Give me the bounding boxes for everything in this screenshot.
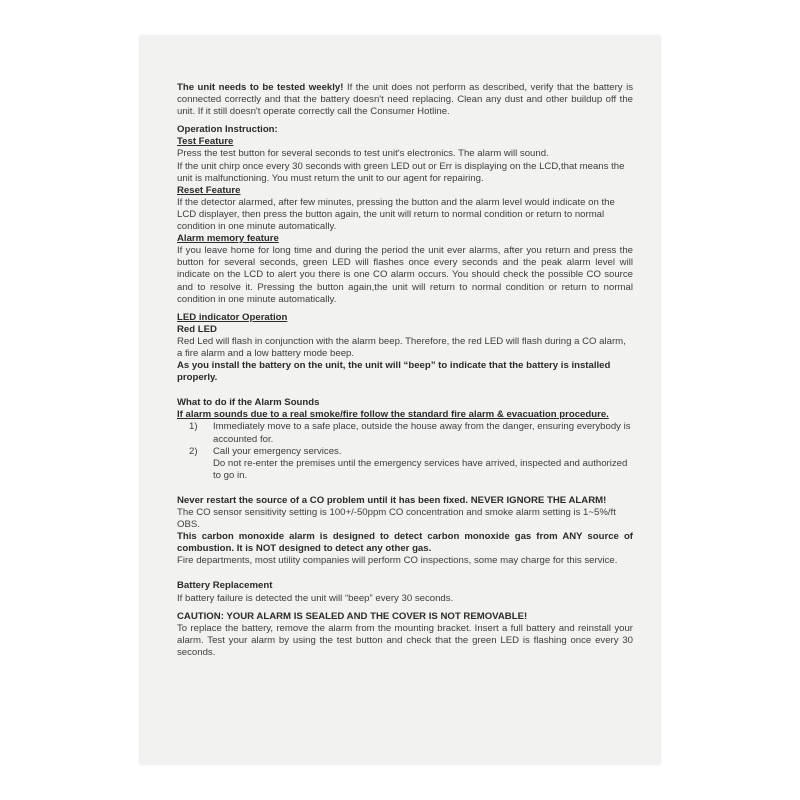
- step-number: 1): [189, 421, 198, 433]
- co-warning: Never restart the source of a CO problem until it has been fixed. NEVER IGNORE THE ALARM!: [177, 494, 607, 506]
- reset-feature-p1: If the detector alarmed, after few minutes, pressing the button and the alarm level would indicate on the LCD displayer, then press the button again, the unit will return to normal condition or return to normal condition in one minute automatically.: [177, 196, 615, 233]
- co-design-note: This carbon monoxide alarm is designed to detect carbon monoxide gas from ANY source of combustion. It is NOT designed to detect any other gas.: [177, 531, 633, 555]
- test-feature-p2: If the unit chirp once every 30 seconds with green LED out or Err is displaying on the LCD,that means the unit is malfunctioning. You must return the unit to our agent for repairing.: [177, 160, 625, 184]
- step-text: Immediately move to a safe place, outside the house away from the danger, ensuring everybody is accounted for.: [213, 421, 631, 445]
- memory-feature-p1: If you leave home for long time and during the period the unit ever alarms, after you return and press the button for several seconds, green LED will flashes once every seconds and the peak alarm level will indicate on the LCD to alert you there is one CO alarm occurs. You should check the possible CO source and to resolve it. Pressing the button again,the unit will return to normal condition or return to normal condition in one minute automatically.: [177, 245, 633, 305]
- co-inspection: Fire departments, most utility companies will perform CO inspections, some may charge for this service.: [177, 555, 618, 567]
- red-led-title: Red LED: [177, 323, 217, 335]
- reset-feature-title: Reset Feature: [177, 184, 241, 196]
- memory-feature-title: Alarm memory feature: [177, 233, 279, 245]
- battery-p2: To replace the battery, remove the alarm from the mounting bracket. Insert a full battery and reinstall your alarm. Test your alarm by using the test button and check that the green LED is flashing once every 30 seconds.: [177, 622, 633, 658]
- led-heading: LED indicator Operation: [177, 311, 288, 323]
- co-sensitivity: The CO sensor sensitivity setting is 100+/-50ppm CO concentration and smoke alarm setting is 1~5%/ft OBS.: [177, 507, 616, 531]
- intro-paragraph: [177, 82, 633, 118]
- intro-lead: The unit needs to be tested weekly!: [177, 82, 344, 93]
- battery-caution: CAUTION: YOUR ALARM IS SEALED AND THE COVER IS NOT REMOVABLE!: [177, 610, 528, 622]
- alarm-step-2: [177, 446, 633, 458]
- instruction-sheet: [140, 36, 660, 764]
- test-feature-p1: Press the test button for several seconds to test unit's electronics. The alarm will sound.: [177, 148, 549, 160]
- step-text: Call your emergency services.: [213, 445, 342, 457]
- step-number: 2): [189, 445, 198, 457]
- operation-heading: Operation Instruction:: [177, 124, 278, 136]
- battery-heading: Battery Replacement: [177, 580, 273, 592]
- test-feature-title: Test Feature: [177, 136, 234, 148]
- instruction-text: [177, 82, 633, 659]
- alarm-step-1: [177, 421, 633, 445]
- alarm-subheading: If alarm sounds due to a real smoke/fire follow the standard fire alarm & evacuation procedure.: [177, 409, 609, 421]
- red-led-text: Red Led will flash in conjunction with the alarm beep. Therefore, the red LED will flash during a CO alarm, a fire alarm and a low battery mode beep.: [177, 335, 626, 359]
- intro-text: If the unit does not perform as described, verify that the battery is connected correctly and that the battery doesn't need replacing. Clean any dust and other buildup off the unit. If it still doesn't operate correctly call the Consumer Hotline.: [177, 82, 633, 118]
- battery-p1: If battery failure is detected the unit will “beep” every 30 seconds.: [177, 592, 454, 604]
- alarm-step-2-extra: Do not re-enter the premises until the emergency services have arrived, inspected and authorized to go in.: [213, 457, 628, 481]
- install-note: As you install the battery on the unit, the unit will “beep” to indicate that the battery is installed properly.: [177, 360, 611, 384]
- alarm-heading: What to do if the Alarm Sounds: [177, 397, 320, 409]
